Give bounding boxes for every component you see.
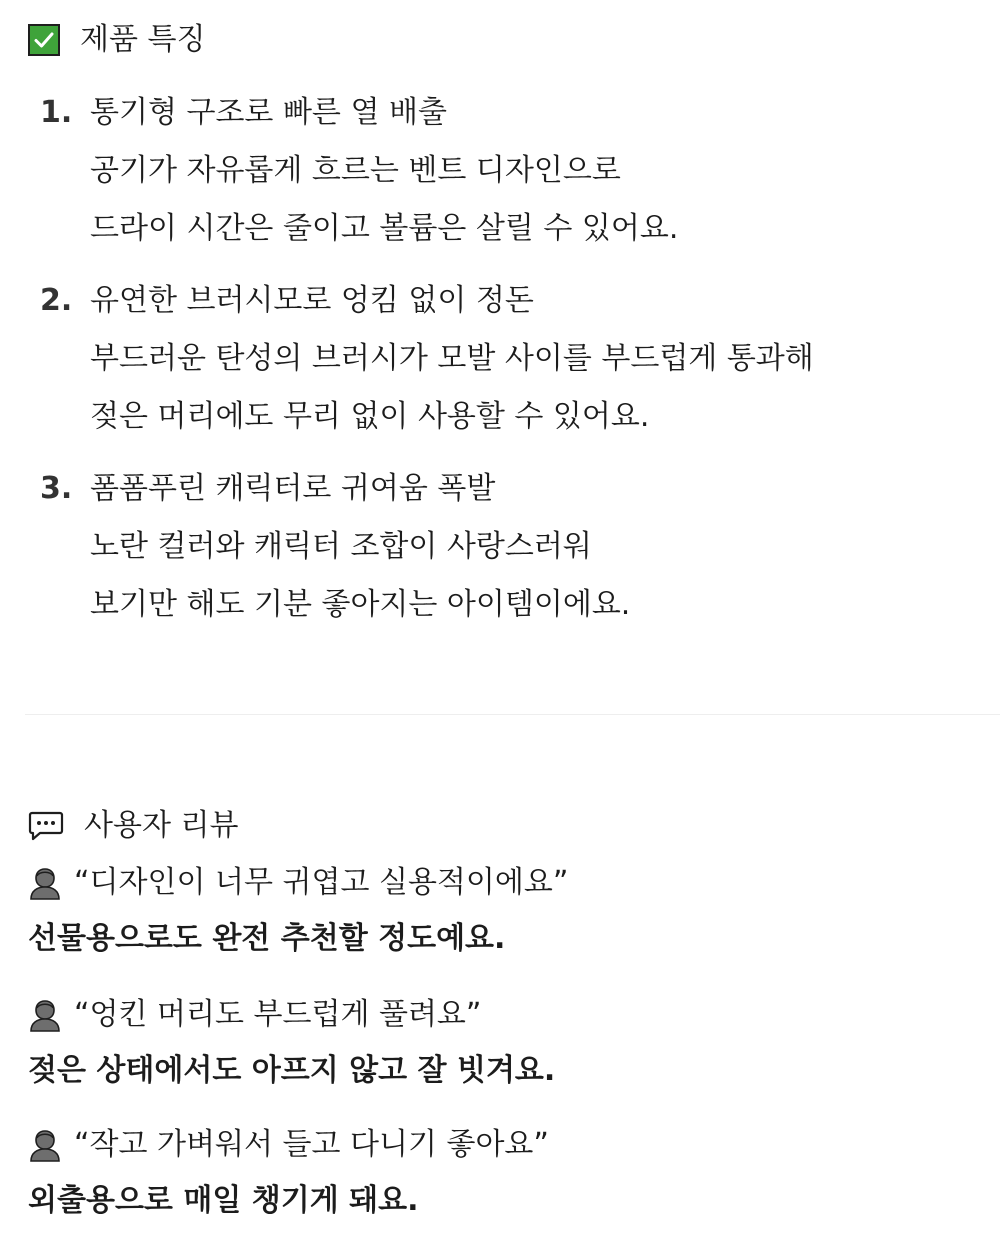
reviews-heading [28,806,238,846]
review-quote-text: “작고 가벼워서 들고 다니기 좋아요” [74,1127,549,1162]
feature-title: 유연한 브러시모로 엉킴 없이 정돈 [90,283,534,318]
feature-description-line: 공기가 자유롭게 흐르는 벤트 디자인으로 [90,153,621,188]
features-heading [28,20,205,60]
feature-description-line: 노란 컬러와 캐릭터 조합이 사랑스러워 [90,529,592,564]
review-item-2 [28,988,988,1100]
person-icon [28,1128,62,1162]
feature-description-line: 젖은 머리에도 무리 없이 사용할 수 있어요. [90,399,650,434]
feature-description-line: 드라이 시간은 줄이고 볼륨은 살릴 수 있어요. [90,211,679,246]
feature-title: 폼폼푸린 캐릭터로 귀여움 폭발 [90,471,496,506]
check-mark-button-icon [28,24,60,56]
feature-item-1 [40,84,980,258]
feature-item-2 [40,272,980,446]
feature-number: 2. [40,283,73,318]
speech-balloon-icon [28,811,64,841]
review-comment: 젖은 상태에서도 아프지 않고 잘 빗겨요. [28,1053,556,1088]
person-icon [28,998,62,1032]
review-item-1 [28,856,988,968]
features-heading-text: 제품 특징 [80,22,206,57]
review-comment: 외출용으로 매일 챙기게 돼요. [28,1183,419,1218]
review-comment: 선물용으로도 완전 추천할 정도예요. [28,921,506,956]
feature-description-line: 부드러운 탄성의 브러시가 모발 사이를 부드럽게 통과해 [90,341,814,376]
feature-number: 1. [40,95,73,130]
feature-title: 통기형 구조로 빠른 열 배출 [90,95,447,130]
reviews-heading-text: 사용자 리뷰 [84,808,239,843]
review-quote-text: “엉킨 머리도 부드럽게 풀려요” [74,997,482,1032]
feature-number: 3. [40,471,73,506]
section-divider [25,714,1000,715]
review-item-3 [28,1118,988,1230]
review-quote-text: “디자인이 너무 귀엽고 실용적이에요” [74,865,569,900]
feature-description-line: 보기만 해도 기분 좋아지는 아이템이에요. [90,587,631,622]
feature-item-3 [40,460,980,634]
person-icon [28,866,62,900]
